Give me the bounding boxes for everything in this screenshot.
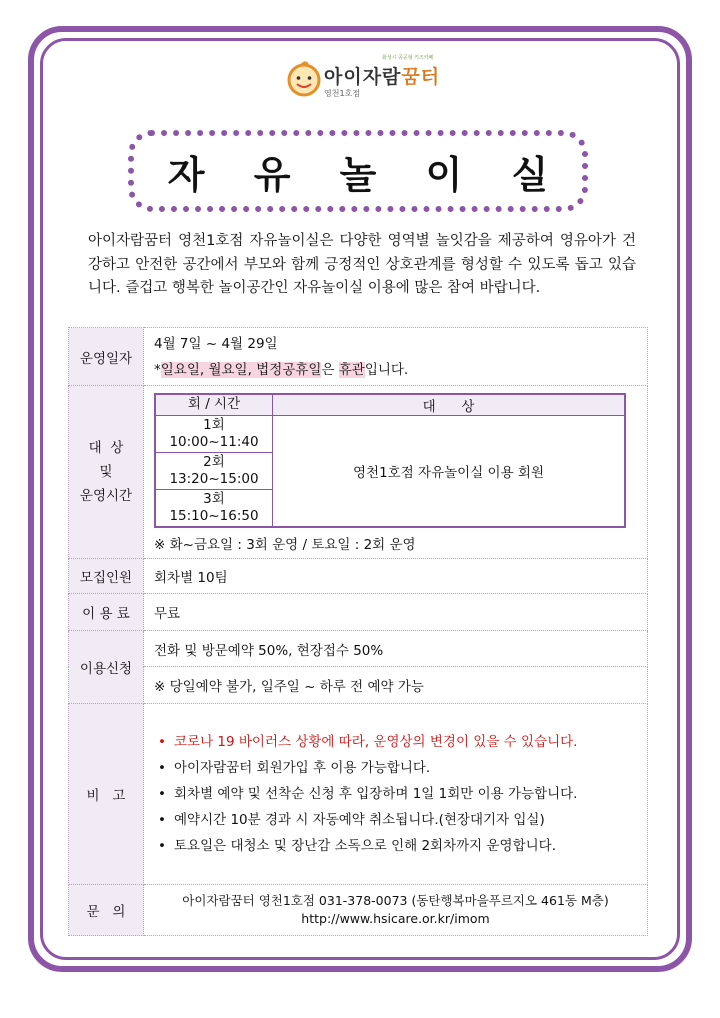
remark-item: • 코로나 19 바이러스 상황에 따라, 운영상의 변경이 있을 수 있습니다. <box>154 729 637 755</box>
target-label <box>69 386 144 559</box>
schedule-note <box>154 357 637 383</box>
col-session: 회 / 시간 <box>155 394 273 416</box>
schedule-label: 운영일자 <box>69 328 144 386</box>
session-time: 13:20~15:00 <box>169 470 259 487</box>
remarks-list <box>154 729 637 859</box>
session-1 <box>155 415 273 452</box>
target-label-line1: 대 상 <box>88 440 124 456</box>
remark-item: • 아이자람꿈터 회원가입 후 이용 가능합니다. <box>154 755 637 781</box>
col-target: 대 상 <box>273 394 626 416</box>
row-apply-2 <box>69 667 648 704</box>
smiling-face-icon <box>284 58 324 98</box>
target-cell <box>144 386 648 559</box>
contact-url[interactable]: http://www.hsicare.or.kr/imom <box>301 911 490 926</box>
logo-tagline: 화성시 공공형 키즈카페 <box>382 55 434 61</box>
fee-label: 이 용 료 <box>69 594 144 631</box>
target-label-line3: 운영시간 <box>79 488 133 504</box>
logo <box>284 50 454 106</box>
logo-brand-part1: 아이자람 <box>324 66 402 88</box>
capacity-label: 모집인원 <box>69 559 144 594</box>
contact-label: 문 의 <box>69 885 144 936</box>
remark-item: • 회차별 예약 및 선착순 신청 후 입장하며 1일 1회만 이용 가능합니다. <box>154 781 637 807</box>
page-title: 자 유 놀 이 실 <box>167 152 567 197</box>
session-table <box>154 393 626 528</box>
session-time: 10:00~11:40 <box>169 433 259 450</box>
capacity-value: 회차별 10팀 <box>144 559 648 594</box>
target-value: 영천1호점 자유놀이실 이용 회원 <box>273 415 626 527</box>
row-target <box>69 386 648 559</box>
row-capacity <box>69 559 648 594</box>
apply-label: 이용신청 <box>69 631 144 704</box>
closed-days: 일요일, 월요일, 법정공휴일 <box>160 361 322 378</box>
apply-line2: ※ 당일예약 불가, 일주일 ~ 하루 전 예약 가능 <box>144 667 648 704</box>
intro-paragraph: 아이자람꿈터 영천1호점 자유놀이실은 다양한 영역별 놀잇감을 제공하여 영유아가 건강하고 안전한 공간에서 부모와 함께 긍정적인 상호관계를 형성할 수 있도록 돕고 있습니다. 즐겁고 행복한 놀이공간인 자유놀이실 이용에 많은 참여 바랍니다. <box>88 233 636 296</box>
session-no: 3회 <box>203 490 225 507</box>
closed-word: 휴관 <box>338 361 365 378</box>
session-3 <box>155 489 273 527</box>
note-prefix: * <box>154 361 161 378</box>
row-contact <box>69 885 648 936</box>
logo-brand-part2: 꿈터 <box>401 66 441 88</box>
schedule-cell <box>144 328 648 386</box>
note-suffix: 입니다. <box>364 361 409 378</box>
note-mid: 은 <box>321 361 339 378</box>
logo-brand <box>324 62 440 89</box>
schedule-dates: 4월 7일 ~ 4월 29일 <box>154 335 278 352</box>
contact-cell <box>144 885 648 936</box>
session-2 <box>155 452 273 489</box>
session-table-header <box>155 394 625 416</box>
session-no: 1회 <box>203 416 225 433</box>
session-time: 15:10~16:50 <box>169 507 259 524</box>
target-label-line2: 및 <box>99 464 113 480</box>
remarks-cell <box>144 704 648 885</box>
row-fee <box>69 594 648 631</box>
row-apply <box>69 631 648 667</box>
session-row <box>155 415 625 452</box>
remark-item: • 토요일은 대청소 및 장난감 소독으로 인해 2회차까지 운영합니다. <box>154 833 637 859</box>
remark-item: • 예약시간 10분 경과 시 자동예약 취소됩니다.(현장대기자 입실) <box>154 807 637 833</box>
row-schedule <box>69 328 648 386</box>
contact-line1: 아이자람꿈터 영천1호점 031-378-0073 (동탄행복마을푸르지오 461동 M층) <box>182 893 609 908</box>
apply-line1: 전화 및 방문예약 50%, 현장접수 50% <box>144 631 648 667</box>
session-no: 2회 <box>203 453 225 470</box>
operation-footnote: ※ 화~금요일 : 3회 운영 / 토요일 : 2회 운영 <box>154 536 416 553</box>
remarks-label: 비 고 <box>69 704 144 885</box>
logo-branch: 영천1호점 <box>324 89 361 98</box>
info-table <box>68 327 648 936</box>
row-remarks <box>69 704 648 885</box>
fee-value: 무료 <box>144 594 648 631</box>
title-box <box>128 130 588 212</box>
